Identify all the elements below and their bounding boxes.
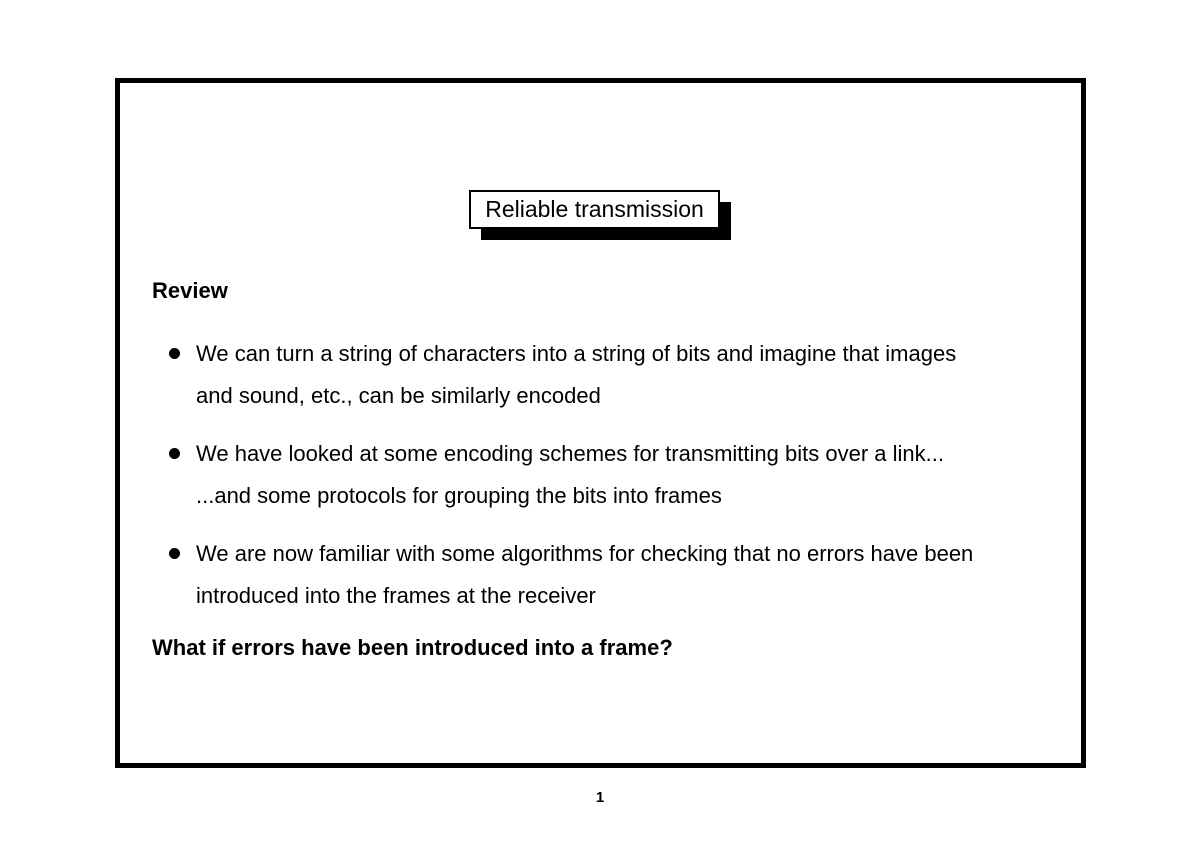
bullet-text-line: ...and some protocols for grouping the bits into frames (196, 483, 722, 508)
slide-title: Reliable transmission (469, 190, 720, 229)
page-number: 1 (595, 789, 605, 806)
bullet-dot-icon (169, 548, 180, 559)
bullet-text-line: We can turn a string of characters into a string of bits and imagine that images (196, 341, 957, 366)
bullet-item (168, 333, 1052, 417)
bullet-text-line: We are now familiar with some algorithms for checking that no errors have been (196, 541, 974, 566)
bullet-dot-icon (169, 348, 180, 359)
bullet-text-line: We have looked at some encoding schemes for transmitting bits over a link... (196, 441, 944, 466)
section-heading: Review (152, 278, 228, 303)
bullet-item (168, 433, 1052, 517)
closing-question: What if errors have been introduced into a frame? (152, 635, 673, 660)
bullet-item (168, 533, 1052, 617)
bullet-list (168, 333, 1052, 633)
bullet-text-line: and sound, etc., can be similarly encoded (196, 383, 601, 408)
slide-title-container (469, 190, 720, 229)
bullet-text-line: introduced into the frames at the receiver (196, 583, 596, 608)
bullet-dot-icon (169, 448, 180, 459)
